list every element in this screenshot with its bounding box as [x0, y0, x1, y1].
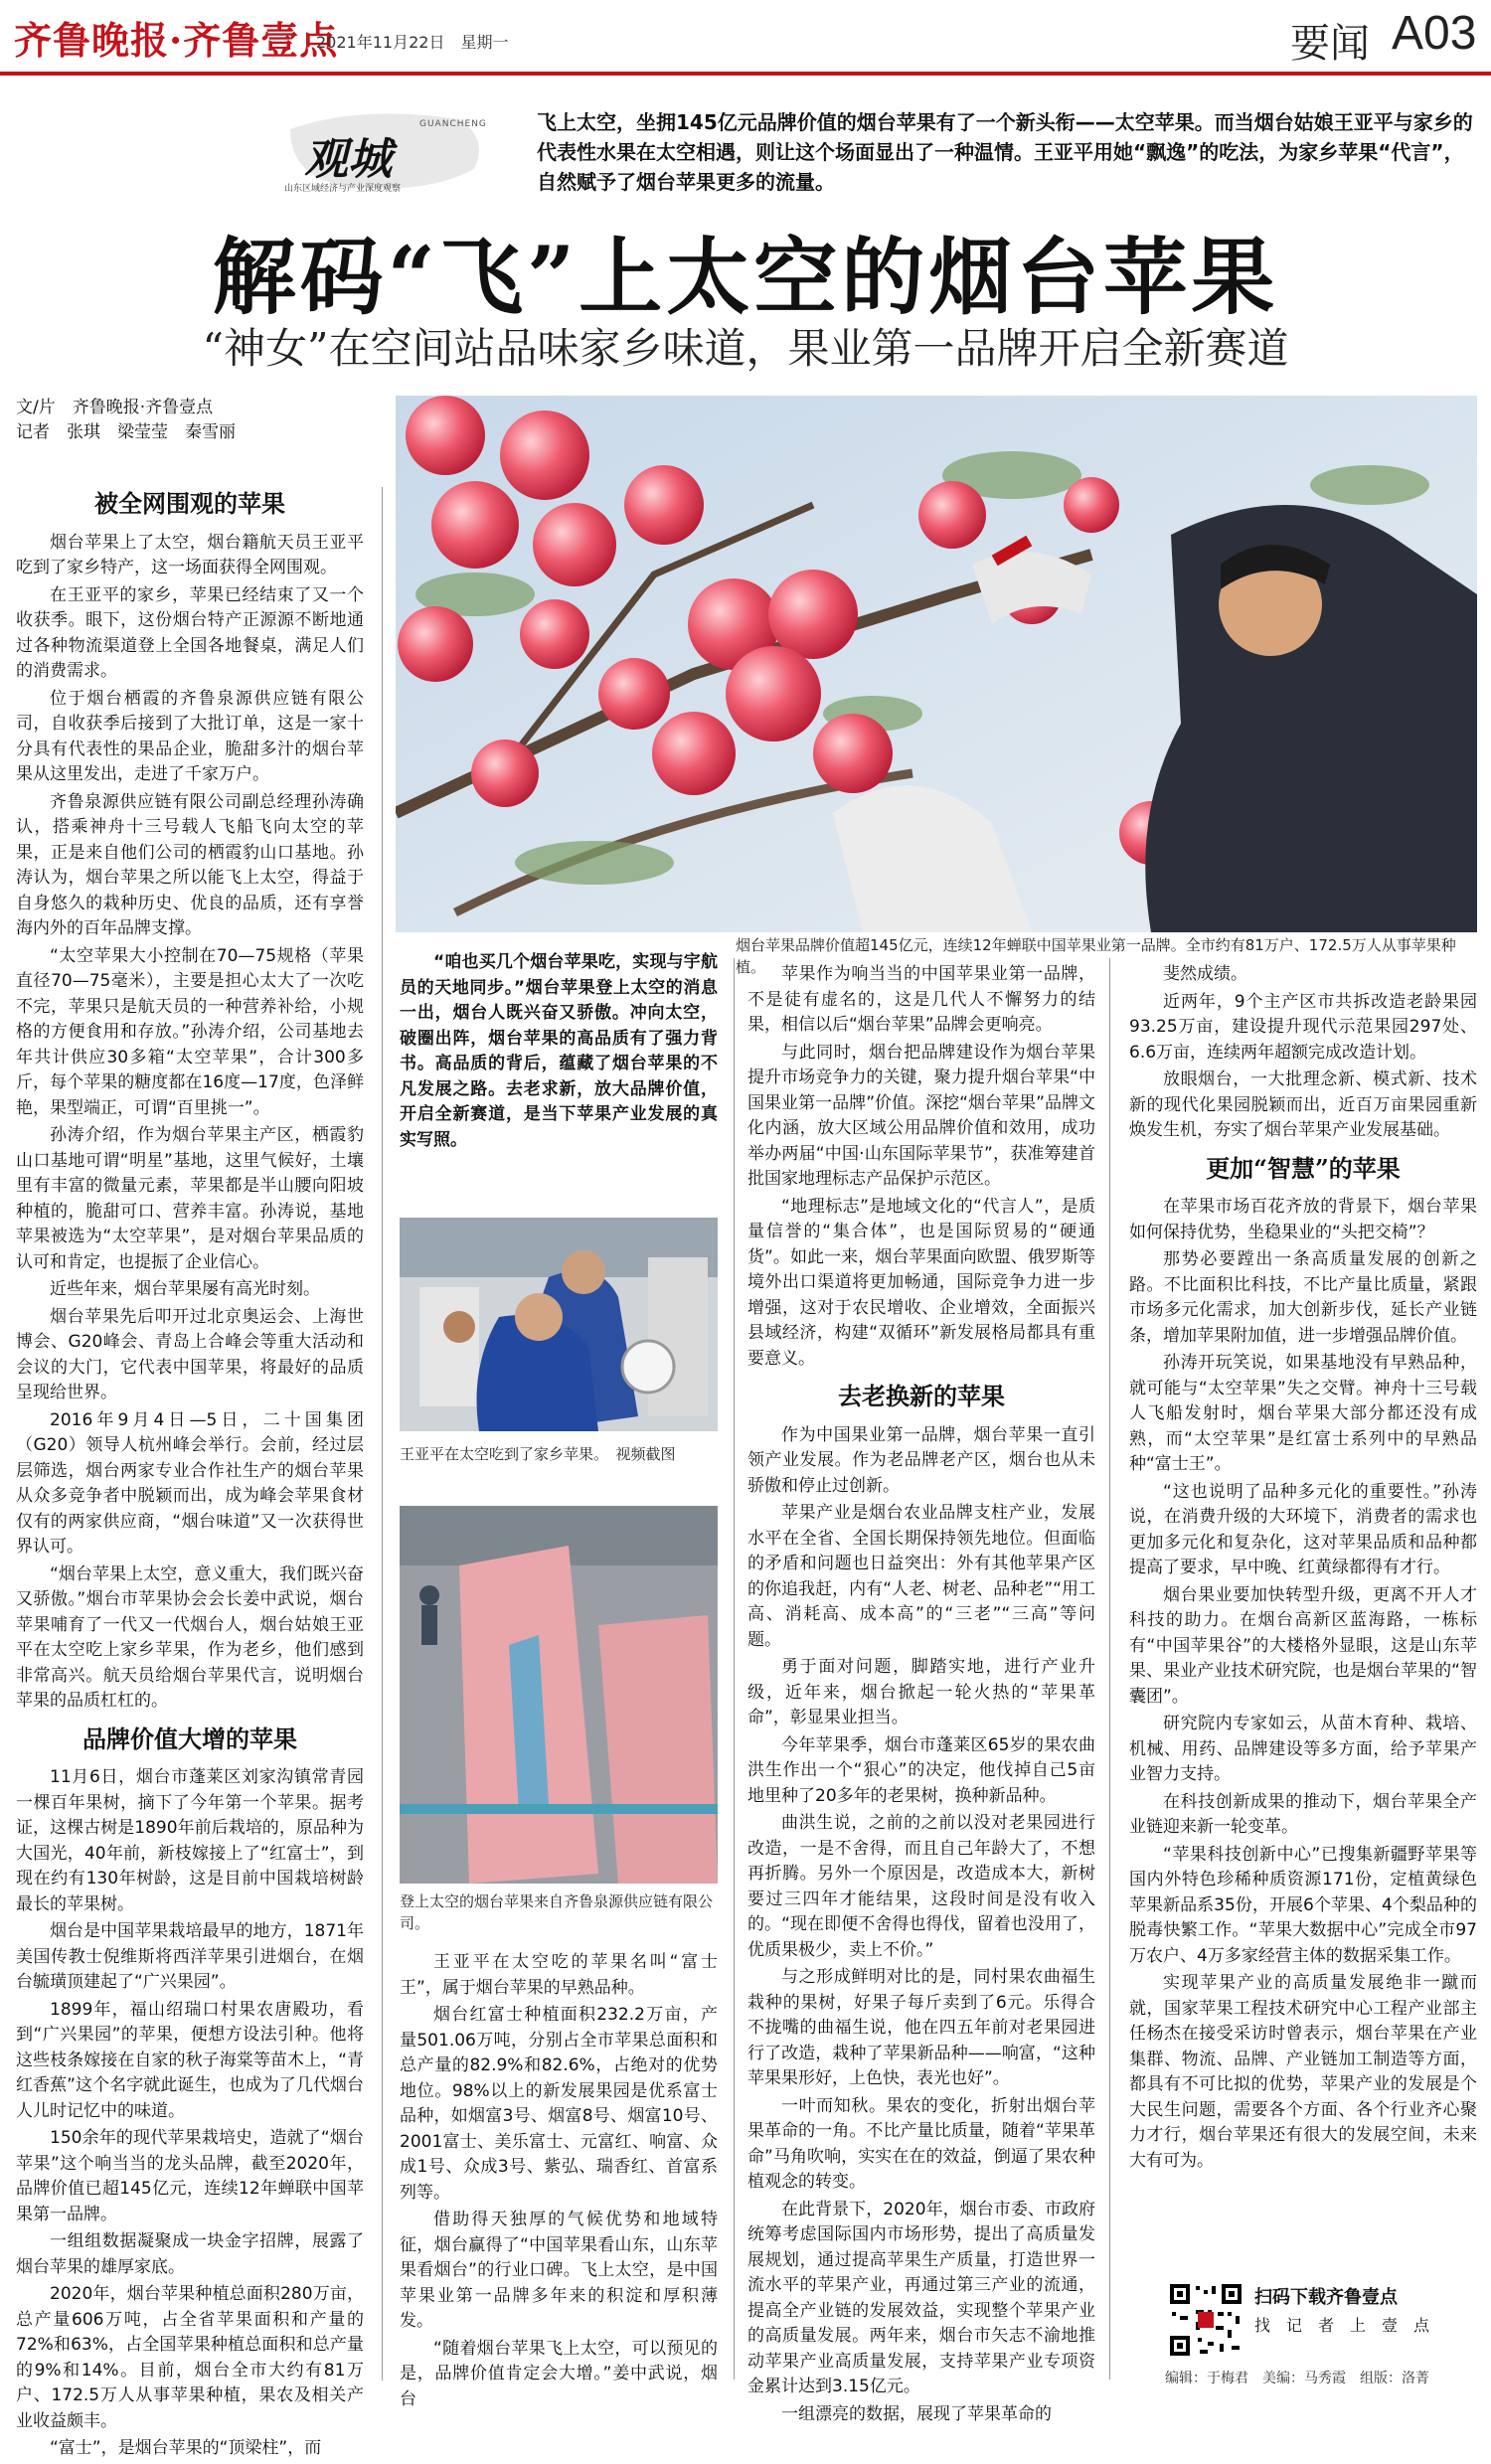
paragraph: 烟台苹果上了太空，烟台籍航天员王亚平吃到了家乡特产，这一场面获得全网围观。 [16, 532, 364, 577]
sorting-line-photo [400, 1506, 718, 1884]
paragraph: 1899年，福山绍瑞口村果农唐殿功，看到“广兴果园”的苹果，便想方设法引种。他将这些枝条嫁接在自家的秋子海棠等苗木上，“青红香蕉”这个名字就此诞生，也成为了几代烟台人儿时记忆中的味道。 [16, 1999, 364, 2121]
byline-reporters: 记者 张琪 梁莹莹 秦雪丽 [16, 422, 236, 442]
astronaut-photo-image [400, 1218, 718, 1431]
editor-credits: 编辑：于梅君 美编：马秀霞 组版：洛菁 [1165, 2371, 1429, 2386]
paragraph: 2016年9月4日—5日，二十国集团（G20）领导人杭州峰会举行。会前，经过层层筛选，烟台两家专业合作社生产的烟台苹果从众多竞争者中脱颖而出，成为峰会苹果食材仅有的两家供应商，“烟台味道”又一次获得世界认可。 [16, 1409, 364, 1557]
paragraph: “苹果科技创新中心”已搜集新疆野苹果等国内外特色珍稀种质资源171份，定植黄绿色苹果新品系35份，开展6个苹果、4个梨品种的脱毒快繁工作。“苹果大数据中心”完成全市97万农户、4万多家经营主体的数据采集工作。 [1129, 1844, 1477, 1966]
paragraph: 150余年的现代苹果栽培史，造就了“烟台苹果”这个响当当的龙头品牌，截至2020年，品牌价值已超145亿元，连续12年蝉联中国苹果第一品牌。 [16, 2128, 364, 2224]
paragraph: “富士”，是烟台苹果的“顶梁柱”，而 [50, 2438, 322, 2458]
subheadline: “神女”在空间站品味家乡味道，果业第一品牌开启全新赛道 [202, 324, 1289, 373]
paragraph: 位于烟台栖霞的齐鲁泉源供应链有限公司，自收获季后接到了大批订单，这是一家十分具有代表性的果品企业，脆甜多汁的烟台苹果从这里发出，走进了千家万户。 [16, 688, 364, 784]
paragraph: 勇于面对问题，脚踏实地，进行产业升级，近年来，烟台掀起一轮火热的“苹果革命”，彰显果业担当。 [747, 1657, 1095, 1727]
paragraph: 近两年，9个主产区市共拆改造老龄果园93.25万亩，建设提升现代示范果园297处、6.6万亩，连续两年超额完成改造计划。 [1129, 991, 1477, 1063]
column-2 [400, 1950, 718, 2414]
paragraph: 在苹果市场百花齐放的背景下，烟台苹果如何保持优势，坐稳果业的“头把交椅”？ [1129, 1197, 1477, 1242]
paragraph: 在此背景下，2020年，烟台市委、市政府统筹考虑国际国内市场形势，提出了高质量发展规划，通过提高苹果生产质量，打造世界一流水平的苹果产业，再通过第三产业的流通，提高全产业链的发展效益，实现整个苹果产业的高质量发展。两年来，烟台市矢志不渝地推动苹果产业高质量发展，支持苹果产业专项资金累计达到3.15亿元。 [747, 2199, 1095, 2396]
paragraph: 王亚平在太空吃的苹果名叫“富士王”，属于烟台苹果的早熟品种。 [400, 1952, 718, 1998]
paragraph: 烟台苹果先后叩开过北京奥运会、上海世博会、G20峰会、青岛上合峰会等重大活动和会议的大门，它代表中国苹果，将最好的品质呈现给世界。 [16, 1306, 364, 1402]
paragraph: 作为中国果业第一品牌，烟台苹果一直引领产业发展。作为老品牌老产区，烟台也从未骄傲和停止过创新。 [747, 1424, 1095, 1496]
paragraph: “地理标志”是地域文化的“代言人”，是质量信誉的“集合体”，也是国际贸易的“硬通货”。如此一来，烟台苹果面向欧盟、俄罗斯等境外出口渠道将更加畅通，国际竞争力进一步增强，这对于农民增收、企业增效，全面振兴县域经济，构建“双循环”新发展格局都具有重要意义。 [747, 1196, 1095, 1369]
section-heading: 更加“智慧”的苹果 [1206, 1153, 1401, 1183]
paragraph: 近些年来，烟台苹果屡有高光时刻。 [50, 1279, 320, 1299]
paragraph: 11月6日，烟台市蓬莱区刘家沟镇常青园一棵百年果树，摘下了今年第一个苹果。据考证，这棵古树是1890年前后栽培的，原品种为大国光，40年前，新枝嫁接上了“红富士”，到现在约有130年树龄，这是目前中国栽培树龄最长的苹果树。 [16, 1767, 364, 1914]
column-logo-tagline: 山东区域经济与产业深度观察 [284, 184, 402, 194]
paragraph: 与之形成鲜明对比的是，同村果农曲福生栽种的果树，好果子每斤卖到了6元。乐得合不拢嘴的曲福生说，他在四五年前对老果园进行了改造，栽种了苹果新品种——响富，“这种苹果果形好，上色快，表光也好”。 [747, 1967, 1095, 2088]
lead-paragraph: 飞上太空，坐拥145亿元品牌价值的烟台苹果有了一个新头衔——太空苹果。而当烟台姑娘王亚平与家乡的代表性水果在太空相遇，则让这个场面显出了一种温情。王亚平用她“飘逸”的吃法，为家乡苹果“代言”，自然赋予了烟台苹果更多的流量。 [537, 110, 1473, 194]
paragraph: 研究院内专家如云，从苗木育种、栽培、机械、用药、品牌建设等多方面，给予苹果产业智力支持。 [1129, 1714, 1477, 1784]
paragraph: 一组组数据凝聚成一块金字招牌，展露了烟台苹果的雄厚家底。 [16, 2231, 364, 2277]
column-logo-brand: 观城 [304, 134, 392, 185]
paragraph: “这也说明了品种多元化的重要性。”孙涛说，在消费升级的大环境下，消费者的需求也更加多元化和复杂化，这对苹果品质和品种都提高了要求，早中晚、红黄绿都得有才行。 [1129, 1481, 1477, 1577]
paragraph: 实现苹果产业的高质量发展绝非一蹴而就，国家苹果工程技术研究中心工程产业部主任杨杰在接受采访时曾表示，烟台苹果在产业集群、物流、品牌、产业链加工制造等方面，都具有不可比拟的优势，苹果产业的发展是个大民生问题，需要各个方面、各个行业齐心聚力才行，烟台苹果还有很大的发展空间，未来大有可为。 [1129, 1973, 1477, 2171]
newspaper-logo: 齐鲁晚报·齐鲁壹点 [14, 18, 339, 63]
scan-to-download-text: 扫码下载齐鲁壹点 [1254, 2287, 1398, 2308]
column-1 [16, 479, 364, 2464]
paragraph: 借助得天独厚的气候优势和地域特征，烟台赢得了“中国苹果看山东，山东苹果看烟台”的行业口碑。飞上太空，是中国苹果业第一品牌多年来的积淀和厚积薄发。 [400, 2210, 718, 2331]
paragraph: 孙涛开玩笑说，如果基地没有早熟品种，就可能与“太空苹果”失之交臂。神舟十三号载人飞船发射时，烟台苹果大部分都还没有成熟，而“太空苹果”是红富士系列中的早熟品种“富士王”。 [1129, 1353, 1477, 1474]
qr-code-graphic [1168, 2282, 1243, 2358]
paragraph: 曲洪生说，之前的之前以没对老果园进行改造，一是不舍得，而且自己年龄大了，不想再折腾。另外一个原因是，改造成本大，新树要过三四年才能结果，这段时间是没有收入的。“现在即便不舍得也得伐，留着也没用了，优质果极少，卖上不价。” [747, 1813, 1095, 1960]
paragraph: 烟台红富士种植面积232.2万亩，产量501.06万吨，分别占全市苹果总面积和总产量的82.9%和82.6%，占绝对的优势地位。98%以上的新发展果园是优系富士品种，如烟富3号、烟富8号、烟富10号、2001富士、美乐富士、元富红、响富、众成1号、众成3号、紫弘、瑞香红、首富系列等。 [400, 2005, 718, 2203]
find-reporter-text: 找 记 者 上 壹 点 [1254, 2316, 1430, 2335]
header-rule [0, 72, 1491, 76]
sorting-photo-caption: 登上太空的烟台苹果来自齐鲁泉源供应链有限公司。 [400, 1892, 714, 1932]
paragraph: 烟台是中国苹果栽培最早的地方，1871年美国传教士倪维斯将西洋苹果引进烟台，在烟台毓璜顶建起了“广兴果园”。 [16, 1921, 364, 1992]
section-heading: 被全网围观的苹果 [94, 489, 285, 518]
paragraph: 苹果产业是烟台农业品牌支柱产业，发展水平在全省、全国长期保持领先地位。但面临的矛盾和问题也日益突出：外有其他苹果产区的你追我赶，内有“人老、树老、品种老”“用工高、消耗高、成本高”的“三老”“三高”等问题。 [747, 1503, 1095, 1650]
paragraph: 一叶而知秋。果农的变化，折射出烟台苹果革命的一角。不比产量比质量，随着“苹果革命”马角吹响，实实在在的效益，倒逼了果农种植观念的转变。 [747, 2095, 1095, 2192]
paragraph: 2020年，烟台苹果种植总面积280万亩，总产量606万吨，占全省苹果面积和产量的72%和63%，占全国苹果种植总面积和总产量的9%和14%。目前，烟台全市大约有81万户、172.5万人从事苹果种植，果农及相关产业收益颇丰。 [16, 2284, 364, 2431]
paragraph: 在科技创新成果的推动下，烟台苹果全产业链迎来新一轮变革。 [1129, 1791, 1477, 1837]
paragraph: 齐鲁泉源供应链有限公司副总经理孙涛确认，搭乘神舟十三号载人飞船飞向太空的苹果，正是来自他们公司的栖霞豹山口基地。孙涛认为，烟台苹果之所以能飞上太空，得益于自身悠久的栽种历史、优良的品质，还有享誉海内外的百年品牌支撑。 [16, 791, 364, 938]
main-photo-caption: 烟台苹果品牌价值超145亿元，连续12年蝉联中国苹果业第一品牌。全市约有81万户、172.5万人从事苹果种植。 [736, 936, 1456, 976]
section-heading: 去老换新的苹果 [838, 1382, 1005, 1410]
headline: 解码“飞”上太空的烟台苹果 [212, 228, 1279, 326]
column-2-quote [400, 950, 718, 1155]
byline [16, 396, 364, 445]
astronaut-photo [400, 1218, 718, 1431]
masthead [0, 0, 1491, 72]
paragraph: 那势必要蹚出一条高质量发展的创新之路。不比面积比科技，不比产量比质量，紧跟市场多元化需求，加大创新步伐，延长产业链条，增加苹果附加值，进一步增强品牌价值。 [1129, 1249, 1477, 1346]
sorting-line-photo-image [400, 1506, 718, 1884]
paragraph: 与此同时，烟台把品牌建设作为烟台苹果提升市场竞争力的关键，聚力提升烟台苹果“中国果业第一品牌”价值。深挖“烟台苹果”品牌文化内涵，放大区域公用品牌价值和效用，成功举办两届“中国·山东国际苹果节”，获准筹建首批国家地理标志产品保护示范区。 [747, 1042, 1095, 1189]
section-name: 要闻 [1290, 21, 1370, 67]
paragraph: “太空苹果大小控制在70—75规格（苹果直径70—75毫米），主要是担心太大了一次吃不完，苹果只是航天员的一种营养补给，小规格的方便食用和存放。”孙涛介绍，公司基地去年共计供应30多箱“太空苹果”，合计300多斤，每个苹果的糖度都在16度—17度，色泽鲜艳，果型端正，可谓“百里挑一”。 [16, 945, 364, 1118]
section-heading: 品牌价值大增的苹果 [83, 1724, 297, 1753]
footer-download-note [1254, 2284, 1483, 2340]
apple-picking-photo [396, 396, 1477, 932]
paragraph: 孙涛介绍，作为烟台苹果主产区，栖霞豹山口基地可谓“明星”基地，这里气候好，土壤里有丰富的微量元素，苹果都是半山腰向阳坡种植的，脆甜可口、营养丰富。孙涛说，基地苹果被选为“太空苹果”，是对烟台苹果品质的认可和肯定，也提振了企业信心。 [16, 1125, 364, 1272]
page-number: A03 [1392, 7, 1477, 60]
paragraph: 一组漂亮的数据，展现了苹果革命的 [781, 2403, 1052, 2424]
paragraph: 斐然成绩。 [1163, 964, 1247, 984]
apple-picking-photo-image [396, 396, 1477, 932]
column-logo-latin: GUANCHENG [419, 119, 487, 129]
issue-date: 2021年11月22日 星期一 [316, 33, 509, 52]
astronaut-photo-caption: 王亚平在太空吃到了家乡苹果。 视频截图 [400, 1445, 676, 1463]
column-logo [260, 99, 499, 199]
paragraph: 放眼烟台，一大批理念新、模式新、技术新的现代化果园脱颖而出，近百万亩果园重新焕发生机，夯实了烟台苹果产业发展基础。 [1129, 1069, 1477, 1140]
column-divider [734, 958, 735, 2380]
pull-quote: “咱也买几个烟台苹果吃，实现与宇航员的天地同步。”烟台苹果登上太空的消息一出，烟台人既兴奋又骄傲。冲向太空，破圈出阵，烟台苹果的高品质有了强力背书。高品质的背后，蕴藏了烟台苹果的不凡发展之路。去老求新，放大品牌价值，开启全新赛道，是当下苹果产业发展的真实写照。 [400, 952, 718, 1150]
column-divider [382, 487, 383, 2381]
qr-code-icon[interactable] [1168, 2282, 1243, 2358]
byline-source: 文/片 齐鲁晚报·齐鲁壹点 [16, 398, 214, 417]
paragraph: 在王亚平的家乡，苹果已经结束了又一个收获季。眼下，这份烟台特产正源源不断地通过各种物流渠道登上全国各地餐桌，满足人们的消费需求。 [16, 584, 364, 681]
paragraph: “随着烟台苹果飞上太空，可以预见的是，品牌价值肯定会大增。”姜中武说，烟台 [400, 2338, 718, 2409]
paragraph: “烟台苹果上太空，意义重大，我们既兴奋又骄傲。”烟台市苹果协会会长姜中武说，烟台苹果哺育了一代又一代烟台人，烟台姑娘王亚平在太空吃上家乡苹果，作为老乡，他们感到非常高兴。航天员给烟台苹果代言，说明烟台苹果的品质杠杠的。 [16, 1563, 364, 1711]
column-divider [1109, 958, 1110, 2380]
paragraph: 烟台果业要加快转型升级，更离不开人才科技的助力。在烟台高新区蓝海路，一栋标有“中国苹果谷”的大楼格外显眼，这是山东苹果、果业产业技术研究院，也是烟台苹果的“智囊团”。 [1129, 1584, 1477, 1707]
paragraph: 苹果作为响当当的中国苹果业第一品牌，不是徒有虚名的，这是几代人不懈努力的结果，相信以后“烟台苹果”品牌会更响亮。 [747, 964, 1095, 1035]
paragraph: 今年苹果季，烟台市蓬莱区65岁的果农曲洪生作出一个“狠心”的决定，他伐掉自己5亩地里种了20多年的老果树，换种新品种。 [747, 1734, 1095, 1806]
column-4 [1129, 962, 1477, 2176]
column-3 [747, 962, 1095, 2429]
